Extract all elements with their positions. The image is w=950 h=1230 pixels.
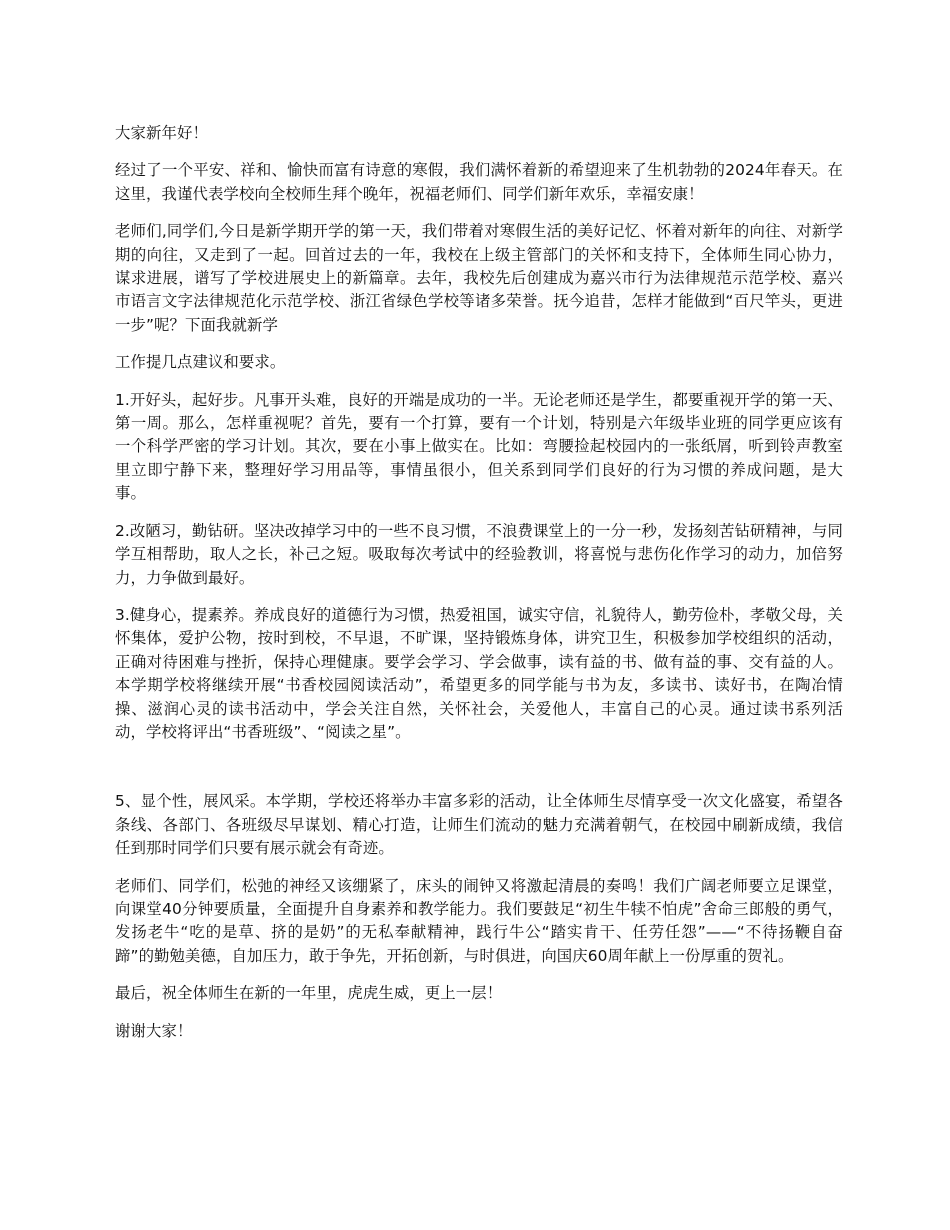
paragraph-opening: 经过了一个平安、祥和、愉快而富有诗意的寒假，我们满怀着新的希望迎来了生机勃勃的2024年春天。在这里，我谨代表学校向全校师生拜个晚年，祝福老师们、同学们新年欢乐，幸福安康！ [115,161,843,203]
closing-wish: 最后，祝全体师生在新的一年里，虎虎生威，更上一层！ [115,984,503,1003]
greeting: 大家新年好！ [115,124,208,142]
thanks: 谢谢大家！ [115,1021,193,1040]
paragraph-suggestions-intro: 工作提几点建议和要求。 [115,353,286,372]
paragraph-review: 老师们,同学们,今日是新学期开学的第一天，我们带着对寒假生活的美好记忆、怀着对新年的向往、对新学期的向往，又走到了一起。回首过去的一年，我校在上级主管部门的关怀和支持下，全体师生同心协力，谋求进展，谱写了学校进展史上的新篇章。去年，我校先后创建成为嘉兴市行为法律规范示范学校、嘉兴市语言文字法律规范化示范学校、浙江省绿色学校等诸多荣誉。抚今追昔，怎样才能做到“百尺竿头，更进一步”呢？下面我就新学 [115,222,843,334]
blank-gap [115,758,843,790]
point-1: 1.开好头，起好步。凡事开头难，良好的开端是成功的一半。无论老师还是学生，都要重视开学的第一天、第一周。那么，怎样重视呢？首先，要有一个打算，要有一个计划，特别是六年级毕业班的同学更应该有一个科学严密的学习计划。其次，要在小事上做实在。比如：弯腰捡起校园内的一张纸屑，听到铃声教室里立即宁静下来，整理好学习用品等，事情虽很小，但关系到同学们良好的行为习惯的养成问题，是大事。 [115,390,843,503]
point-3: 3.健身心，提素养。养成良好的道德行为习惯，热爱祖国，诚实守信，礼貌待人，勤劳俭朴，孝敬父母，关怀集体，爱护公物，按时到校，不早退，不旷课，坚持锻炼身体，讲究卫生，积极参加学校组织的活动，正确对待困难与挫折，保持心理健康。要学会学习、学会做事，读有益的书、做有益的事、交有益的人。本学期学校将继续开展“书香校园阅读活动”，希望更多的同学能与书为友，多读书、读好书，在陶冶情操、滋润心灵的读书活动中，学会关注自然，关怀社会，关爱他人，丰富自己的心灵。通过读书系列活动，学校将评出“书香班级”、“阅读之星”。 [115,605,843,741]
point-5: 5、显个性，展风采。本学期，学校还将举办丰富多彩的活动，让全体师生尽情享受一次文化盛宴，希望各条线、各部门、各班级尽早谋划、精心打造，让师生们流动的魅力充满着朝气，在校园中刷新成绩，我信任到那时同学们只要有展示就会有奇迹。 [115,792,843,858]
paragraph-teachers: 老师们、同学们，松弛的神经又该绷紧了，床头的闹钟又将激起清晨的奏鸣！我们广阔老师要立足课堂，向课堂40分钟要质量，全面提升自身素养和教学能力。我们要鼓足“初生牛犊不怕虎”舍命三郎般的勇气，发扬老牛“吃的是草、挤的是奶”的无私奉献精神，践行牛公“踏实肯干、任劳任怨”——“不待扬鞭自奋蹄”的勤勉美德，自加压力，敢于争先，开拓创新，与时俱进，向国庆60周年献上一份厚重的贺礼。 [115,876,843,965]
point-2: 2.改陋习，勤钻研。坚决改掉学习中的一些不良习惯，不浪费课堂上的一分一秒，发扬刻苦钻研精神，与同学互相帮助，取人之长，补己之短。吸取每次考试中的经验教训，将喜悦与悲伤化作学习的动力，加倍努力，力争做到最好。 [115,521,843,587]
document-page [115,122,843,1057]
